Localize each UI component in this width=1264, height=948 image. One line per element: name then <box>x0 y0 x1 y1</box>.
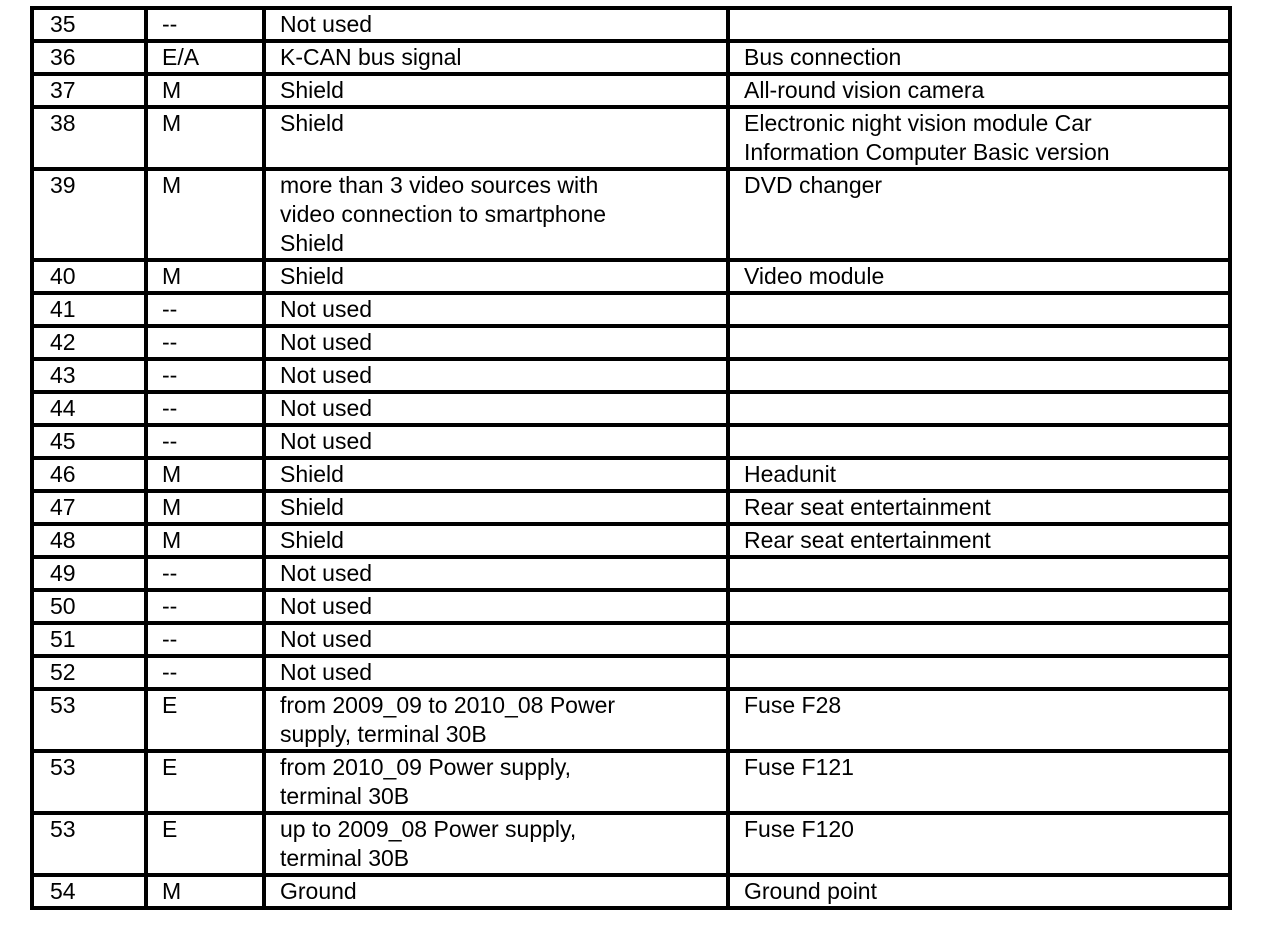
signal-type: -- <box>162 395 178 421</box>
signal-type: E <box>162 692 178 718</box>
description-line: terminal 30B <box>280 783 410 809</box>
connection-cell <box>728 359 1230 392</box>
description-line: Not used <box>280 560 373 586</box>
table-row <box>32 623 1230 656</box>
connection-line: Fuse F120 <box>744 816 854 842</box>
signal-type: -- <box>162 593 178 619</box>
pin-number-cell <box>32 107 146 169</box>
table-row <box>32 392 1230 425</box>
table-row <box>32 813 1230 875</box>
table-row <box>32 524 1230 557</box>
description-line: Shield <box>280 230 344 256</box>
signal-type: M <box>162 461 182 487</box>
description-cell <box>264 656 728 689</box>
connection-cell <box>728 326 1230 359</box>
description-cell <box>264 458 728 491</box>
connection-line: Fuse F28 <box>744 692 842 718</box>
pin-number: 39 <box>50 172 76 198</box>
description-cell <box>264 260 728 293</box>
description-line: supply, terminal 30B <box>280 721 487 747</box>
description-line: Not used <box>280 428 373 454</box>
table-row <box>32 458 1230 491</box>
table-row <box>32 293 1230 326</box>
signal-type: -- <box>162 428 178 454</box>
description-line: Shield <box>280 461 344 487</box>
table-row <box>32 74 1230 107</box>
connection-cell <box>728 813 1230 875</box>
description-line: from 2009_09 to 2010_08 Power <box>280 692 616 718</box>
signal-type-cell <box>146 260 264 293</box>
signal-type: -- <box>162 329 178 355</box>
signal-type: -- <box>162 560 178 586</box>
description-cell <box>264 875 728 908</box>
signal-type-cell <box>146 458 264 491</box>
pin-number-cell <box>32 458 146 491</box>
connection-cell <box>728 524 1230 557</box>
connection-cell <box>728 392 1230 425</box>
signal-type-cell <box>146 524 264 557</box>
pin-number-cell <box>32 875 146 908</box>
table-row <box>32 875 1230 908</box>
pin-number-cell <box>32 751 146 813</box>
description-line: more than 3 video sources with <box>280 172 599 198</box>
connection-line: Ground point <box>744 878 877 904</box>
connection-line: Electronic night vision module Car <box>744 110 1092 136</box>
pin-number: 48 <box>50 527 76 553</box>
description-line: Shield <box>280 263 344 289</box>
signal-type: M <box>162 172 182 198</box>
description-cell <box>264 8 728 41</box>
connection-cell <box>728 557 1230 590</box>
signal-type: -- <box>162 362 178 388</box>
signal-type-cell <box>146 557 264 590</box>
description-cell <box>264 689 728 751</box>
pin-number-cell <box>32 813 146 875</box>
pin-number-cell <box>32 425 146 458</box>
table-body <box>32 8 1230 908</box>
connection-cell <box>728 875 1230 908</box>
description-line: Not used <box>280 11 373 37</box>
pin-number: 52 <box>50 659 76 685</box>
description-cell <box>264 590 728 623</box>
description-line: Shield <box>280 494 344 520</box>
connection-cell <box>728 41 1230 74</box>
connection-line: Headunit <box>744 461 837 487</box>
table-row <box>32 491 1230 524</box>
signal-type-cell <box>146 656 264 689</box>
pin-number: 35 <box>50 11 76 37</box>
table-row <box>32 689 1230 751</box>
signal-type: -- <box>162 626 178 652</box>
pin-number: 47 <box>50 494 76 520</box>
table-row <box>32 107 1230 169</box>
connection-cell <box>728 293 1230 326</box>
description-line: Shield <box>280 110 344 136</box>
signal-type-cell <box>146 293 264 326</box>
pin-number: 38 <box>50 110 76 136</box>
connection-cell <box>728 74 1230 107</box>
table-row <box>32 41 1230 74</box>
description-cell <box>264 813 728 875</box>
signal-type: -- <box>162 659 178 685</box>
connection-line: Bus connection <box>744 44 902 70</box>
description-cell <box>264 293 728 326</box>
connection-line: Rear seat entertainment <box>744 494 991 520</box>
signal-type-cell <box>146 326 264 359</box>
description-line: from 2010_09 Power supply, <box>280 754 572 780</box>
description-line: Shield <box>280 77 344 103</box>
signal-type-cell <box>146 590 264 623</box>
description-line: Not used <box>280 296 373 322</box>
signal-type-cell <box>146 875 264 908</box>
connection-line: Video module <box>744 263 885 289</box>
signal-type: E <box>162 754 178 780</box>
signal-type-cell <box>146 41 264 74</box>
description-cell <box>264 524 728 557</box>
description-line: terminal 30B <box>280 845 410 871</box>
table-row <box>32 590 1230 623</box>
pin-number-cell <box>32 41 146 74</box>
pin-number: 44 <box>50 395 76 421</box>
connection-cell <box>728 458 1230 491</box>
description-cell <box>264 169 728 260</box>
table-row <box>32 557 1230 590</box>
signal-type: M <box>162 77 182 103</box>
pin-number: 41 <box>50 296 76 322</box>
signal-type-cell <box>146 623 264 656</box>
connection-cell <box>728 623 1230 656</box>
table-row <box>32 751 1230 813</box>
pin-number: 45 <box>50 428 76 454</box>
signal-type-cell <box>146 813 264 875</box>
pin-number: 36 <box>50 44 76 70</box>
signal-type-cell <box>146 107 264 169</box>
pin-number-cell <box>32 359 146 392</box>
description-line: Not used <box>280 593 373 619</box>
description-line: Not used <box>280 626 373 652</box>
pin-number-cell <box>32 74 146 107</box>
description-cell <box>264 491 728 524</box>
pin-number-cell <box>32 656 146 689</box>
connection-cell <box>728 8 1230 41</box>
signal-type: E <box>162 816 178 842</box>
connection-cell <box>728 107 1230 169</box>
description-line: Not used <box>280 329 373 355</box>
connection-line: All-round vision camera <box>744 77 985 103</box>
description-cell <box>264 623 728 656</box>
pin-number-cell <box>32 590 146 623</box>
signal-type: M <box>162 263 182 289</box>
table-row <box>32 8 1230 41</box>
description-line: Not used <box>280 659 373 685</box>
connection-cell <box>728 590 1230 623</box>
pin-number: 49 <box>50 560 76 586</box>
signal-type-cell <box>146 491 264 524</box>
pin-number-cell <box>32 623 146 656</box>
pin-number: 46 <box>50 461 76 487</box>
pin-number: 54 <box>50 878 76 904</box>
pin-number: 43 <box>50 362 76 388</box>
description-line: Not used <box>280 362 373 388</box>
pin-number: 40 <box>50 263 76 289</box>
pin-number-cell <box>32 293 146 326</box>
pin-number: 53 <box>50 692 76 718</box>
signal-type: E/A <box>162 44 200 70</box>
description-cell <box>264 107 728 169</box>
pin-number: 42 <box>50 329 76 355</box>
signal-type: M <box>162 527 182 553</box>
description-cell <box>264 425 728 458</box>
connection-cell <box>728 751 1230 813</box>
signal-type: -- <box>162 11 178 37</box>
pin-number-cell <box>32 689 146 751</box>
description-cell <box>264 41 728 74</box>
connection-cell <box>728 491 1230 524</box>
signal-type: -- <box>162 296 178 322</box>
description-line: Not used <box>280 395 373 421</box>
signal-type-cell <box>146 392 264 425</box>
description-line: Ground <box>280 878 357 904</box>
signal-type: M <box>162 494 182 520</box>
connection-line: Fuse F121 <box>744 754 854 780</box>
pin-number-cell <box>32 491 146 524</box>
pin-number-cell <box>32 326 146 359</box>
table-row <box>32 326 1230 359</box>
connection-line: DVD changer <box>744 172 883 198</box>
signal-type-cell <box>146 751 264 813</box>
signal-type-cell <box>146 425 264 458</box>
table-row <box>32 656 1230 689</box>
connection-line: Rear seat entertainment <box>744 527 991 553</box>
signal-type: M <box>162 878 182 904</box>
description-line: K-CAN bus signal <box>280 44 462 70</box>
description-line: Shield <box>280 527 344 553</box>
connection-cell <box>728 260 1230 293</box>
description-line: video connection to smartphone <box>280 201 607 227</box>
pin-assignment-table <box>30 6 1232 910</box>
connection-cell <box>728 425 1230 458</box>
pin-number-cell <box>32 8 146 41</box>
signal-type-cell <box>146 169 264 260</box>
connection-cell <box>728 169 1230 260</box>
pin-number: 50 <box>50 593 76 619</box>
connection-cell <box>728 656 1230 689</box>
description-line: up to 2009_08 Power supply, <box>280 816 577 842</box>
table-row <box>32 169 1230 260</box>
connection-line: Information Computer Basic version <box>744 139 1110 165</box>
description-cell <box>264 74 728 107</box>
pin-number: 53 <box>50 754 76 780</box>
table-row <box>32 359 1230 392</box>
pin-number-cell <box>32 524 146 557</box>
signal-type-cell <box>146 689 264 751</box>
pin-number-cell <box>32 392 146 425</box>
pin-number: 51 <box>50 626 76 652</box>
connection-cell <box>728 689 1230 751</box>
pin-number-cell <box>32 557 146 590</box>
description-cell <box>264 359 728 392</box>
signal-type-cell <box>146 359 264 392</box>
table-row <box>32 425 1230 458</box>
description-cell <box>264 326 728 359</box>
pin-number: 37 <box>50 77 76 103</box>
pin-number-cell <box>32 260 146 293</box>
signal-type: M <box>162 110 182 136</box>
signal-type-cell <box>146 8 264 41</box>
description-cell <box>264 751 728 813</box>
pin-number: 53 <box>50 816 76 842</box>
description-cell <box>264 392 728 425</box>
description-cell <box>264 557 728 590</box>
table-row <box>32 260 1230 293</box>
pin-number-cell <box>32 169 146 260</box>
signal-type-cell <box>146 74 264 107</box>
